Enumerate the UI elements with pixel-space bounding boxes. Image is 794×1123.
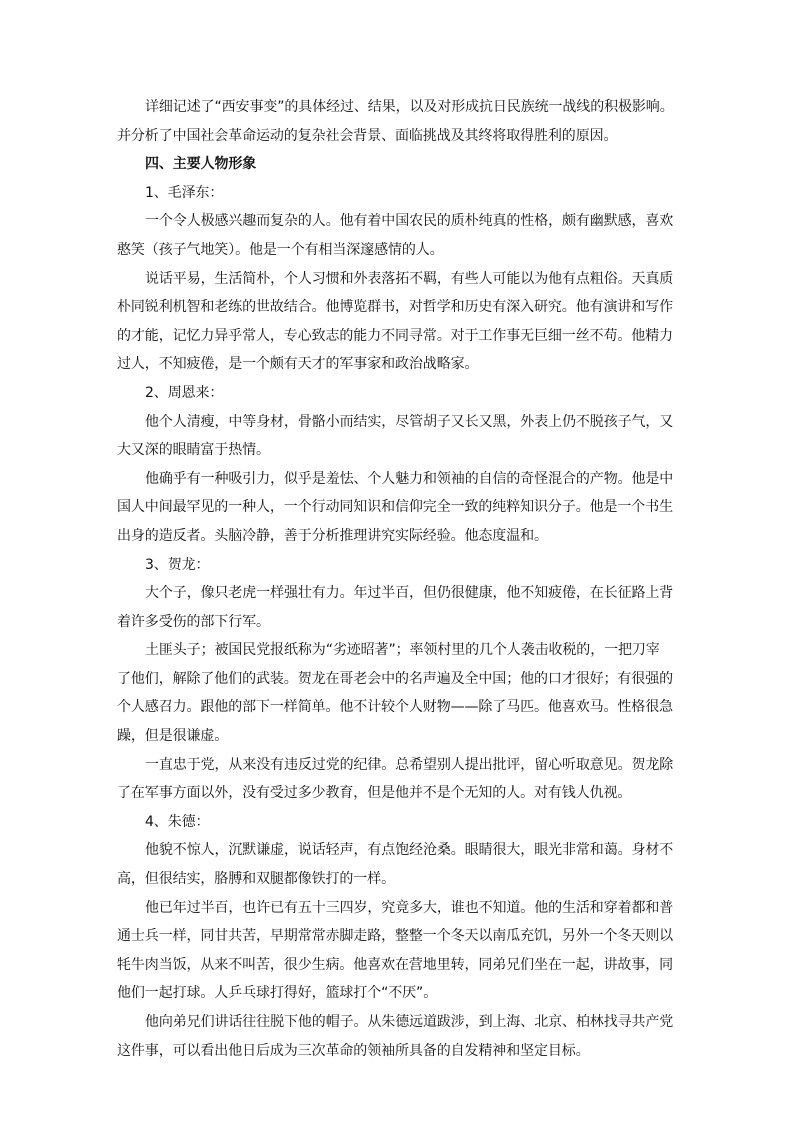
body-paragraph xyxy=(117,408,677,465)
text-line: 四、主要人物形象 xyxy=(145,156,257,173)
text-line: 出身的造反者。头脑冷静，善于分析推理讲究实际经验。他态度温和。 xyxy=(117,527,548,544)
body-paragraph xyxy=(117,836,677,893)
body-paragraph xyxy=(117,894,677,1008)
text-line: 4、朱德： xyxy=(145,813,210,830)
text-line: 过人，不知疲倦，是一个颇有天才的军事家和政治战略家。 xyxy=(117,356,479,373)
text-line: 他貌不惊人，沉默谦虚，说话轻声，有点饱经沧桑。眼睛很大，眼光非常和蔼。身材不 xyxy=(145,842,674,859)
text-line: 一个令人极感兴趣而复杂的人。他有着中国农民的质朴纯真的性格，颇有幽默感，喜欢 xyxy=(145,213,674,230)
text-line: 土匪头子；被国民党报纸称为“劣迹昭著”；率领村里的几个人袭击收税的，一把刀宰 xyxy=(145,642,660,659)
text-line: 国人中间最罕见的一种人，一个行动同知识和信仰完全一致的纯粹知识分子。他是一个书生 xyxy=(117,499,673,516)
text-line: 的才能，记忆力异乎常人，专心致志的能力不同寻常。对于工作事无巨细一丝不苟。他精力 xyxy=(117,327,673,344)
text-line: 并分析了中国社会革命运动的复杂社会背景、面临挑战及其终将取得胜利的原因。 xyxy=(117,127,618,144)
text-line: 着许多受伤的部下行军。 xyxy=(117,613,270,630)
text-line: 1、毛泽东： xyxy=(145,184,224,201)
body-paragraph xyxy=(117,207,677,264)
body-paragraph xyxy=(117,636,677,750)
text-line: 牦牛肉当饭，从来不叫苦，很少生病。他喜欢在营地里转，同弟兄们坐在一起，讲故事，同 xyxy=(117,956,673,973)
body-paragraph xyxy=(117,93,677,150)
body-paragraph xyxy=(117,465,677,551)
text-line: 这件事，可以看出他日后成为三次革命的领袖所具备的自发精神和坚定目标。 xyxy=(117,1042,590,1059)
section-heading xyxy=(117,150,677,179)
text-line: 详细记述了“西安事变”的具体经过、结果，以及对形成抗日民族统一战线的积极影响。 xyxy=(145,99,674,115)
person-heading xyxy=(117,179,677,208)
text-line: 高，但很结实，胳膊和双腿都像铁打的一样。 xyxy=(117,871,395,888)
text-line: 他个人清瘦，中等身材，骨骼小而结实，尽管胡子又长又黑，外表上仍不脱孩子气，又 xyxy=(145,413,674,430)
text-line: 他向弟兄们讲话往往脱下他的帽子。从朱德远道跋涉，到上海、北京、柏林找寻共产党 xyxy=(145,1014,674,1030)
document-page xyxy=(117,93,677,1065)
person-heading xyxy=(117,551,677,580)
text-line: 个人感召力。跟他的部下一样简单。他不计较个人财物——除了马匹。他喜欢马。性格很急 xyxy=(117,699,673,716)
body-paragraph xyxy=(117,579,677,636)
text-line: 3、贺龙： xyxy=(145,556,210,573)
body-paragraph xyxy=(117,751,677,808)
text-line: 说话平易，生活简朴，个人习惯和外表落拓不羁，有些人可能以为他有点粗俗。天真质 xyxy=(145,270,674,287)
text-line: 通士兵一样，同甘共苦，早期常常赤脚走路，整整一个冬天以南瓜充饥，另外一个冬天则以 xyxy=(117,928,673,945)
text-line: 他已年过半百，也许已有五十三四岁，究竟多大，谁也不知道。他的生活和穿着都和普 xyxy=(145,899,674,916)
text-line: 2、周恩来： xyxy=(145,384,224,401)
text-line: 躁，但是很谦虚。 xyxy=(117,728,229,745)
text-line: 大又深的眼睛富于热情。 xyxy=(117,442,270,459)
body-paragraph xyxy=(117,265,677,379)
text-line: 憨笑（孩子气地笑）。他是一个有相当深邃感情的人。 xyxy=(117,241,444,258)
text-line: 朴同锐利机智和老练的世故结合。他博览群书，对哲学和历史有深入研究。他有演讲和写作 xyxy=(117,299,673,316)
text-line: 了在军事方面以外，没有受过多少教育，但是他并不是个无知的人。对有钱人仇视。 xyxy=(117,785,632,802)
text-line: 他们一起打球。人乒乓球打得好，篮球打个“不厌”。 xyxy=(117,985,438,1002)
person-heading xyxy=(117,379,677,408)
body-paragraph xyxy=(117,1008,677,1065)
text-line: 大个子，像只老虎一样强壮有力。年过半百，但仍很健康，他不知疲倦，在长征路上背 xyxy=(145,585,674,602)
person-heading xyxy=(117,808,677,837)
text-line: 一直忠于党，从来没有违反过党的纪律。总希望别人提出批评，留心听取意见。贺龙除 xyxy=(145,756,674,773)
text-line: 他确乎有一种吸引力，似乎是羞怯、个人魅力和领袖的自信的奇怪混合的产物。他是中 xyxy=(145,470,674,487)
text-line: 了他们，解除了他们的武装。贺龙在哥老会中的名声遍及全中国；他的口才很好；有很强的 xyxy=(117,670,673,687)
